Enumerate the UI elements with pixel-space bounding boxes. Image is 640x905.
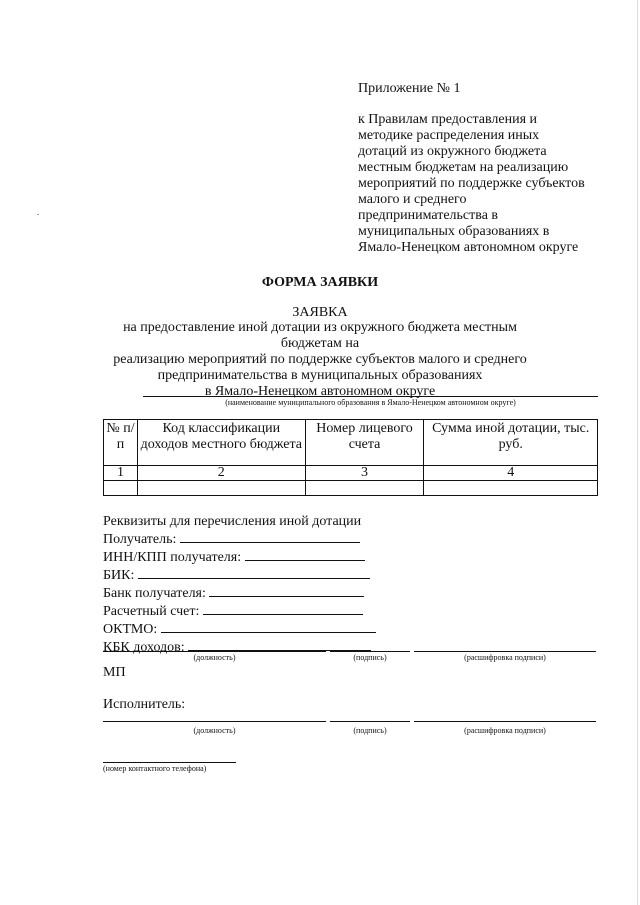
position-line[interactable]: [103, 651, 326, 652]
header-cell: Сумма иной дотации, тыс. руб.: [424, 420, 598, 466]
requisites-block: [103, 514, 376, 656]
header-cell: Код классификации доходов местного бюджета: [137, 420, 305, 466]
appendix-line: мероприятий по поддержке субъектов: [358, 176, 585, 191]
form-title: ФОРМА ЗАЯВКИ: [261, 275, 379, 290]
table-row: [104, 481, 598, 496]
bank-field[interactable]: [209, 584, 364, 597]
decoding-caption: (расшифровка подписи): [464, 653, 546, 662]
account-field[interactable]: [203, 602, 363, 615]
decoding-caption: (расшифровка подписи): [464, 726, 546, 735]
executor-decoding-line[interactable]: [414, 721, 596, 722]
position-caption: (должность): [193, 726, 236, 735]
subtitle-line: в Ямало-Ненецком автономном округе: [204, 384, 436, 399]
oktmo-field[interactable]: [161, 620, 376, 633]
municipality-caption: (наименование муниципального образования в Ямало-Ненецком автономном округе): [225, 398, 516, 407]
decoding-line[interactable]: [414, 651, 596, 652]
requisite-label: КБК доходов:: [103, 640, 185, 655]
appendix-line: Ямало-Ненецком автономном округе: [358, 240, 579, 255]
table-cell[interactable]: [305, 481, 424, 496]
column-number: 2: [137, 466, 305, 481]
bik-field[interactable]: [138, 566, 370, 579]
zayavka-heading: ЗАЯВКА: [292, 305, 348, 320]
requisite-label: ОКТМО:: [103, 622, 158, 637]
appendix-line: к Правилам предоставления и: [358, 112, 538, 127]
requisite-inn: [103, 548, 376, 566]
phone-caption: (номер контактного телефона): [103, 764, 207, 773]
header-cell: № п/п: [104, 420, 138, 466]
requisite-bank: [103, 584, 376, 602]
phone-line[interactable]: [103, 762, 236, 763]
appendix-line: муниципальных образованиях в: [358, 224, 550, 239]
signature-caption: (подпись): [353, 653, 387, 662]
executor-label: Исполнитель:: [103, 697, 186, 712]
position-caption: (должность): [193, 653, 236, 662]
inn-kpp-field[interactable]: [245, 548, 365, 561]
appendix-line: дотаций из окружного бюджета: [358, 144, 547, 159]
zayavka-subtitle: [95, 320, 545, 400]
table-header-row: [104, 420, 598, 466]
stamp-place-label: МП: [103, 665, 126, 680]
requisite-oktmo: [103, 620, 376, 638]
header-cell: Номер лицевого счета: [305, 420, 424, 466]
column-number: 3: [305, 466, 424, 481]
signature-caption: (подпись): [353, 726, 387, 735]
requisite-label: Банк получателя:: [103, 586, 206, 601]
appendix-line: местным бюджетам на реализацию: [358, 160, 569, 175]
recipient-field[interactable]: [180, 530, 360, 543]
appendix-line: малого и среднего: [358, 192, 467, 207]
column-number: 4: [424, 466, 598, 481]
kbk-field[interactable]: [188, 638, 371, 651]
table-cell[interactable]: [104, 481, 138, 496]
appendix-number: Приложение № 1: [358, 81, 461, 96]
scan-speck: [37, 214, 39, 215]
requisite-recipient: [103, 530, 376, 548]
requisites-title: Реквизиты для перечисления иной дотации: [103, 514, 362, 529]
requisite-label: БИК:: [103, 568, 135, 583]
table-number-row: [104, 466, 598, 481]
table-cell[interactable]: [424, 481, 598, 496]
executor-position-line[interactable]: [103, 721, 326, 722]
requisite-label: Получатель:: [103, 532, 177, 547]
appendix-block: [358, 81, 618, 256]
municipality-field[interactable]: [143, 396, 598, 397]
signature-line[interactable]: [330, 651, 410, 652]
requisite-label: ИНН/КПП получателя:: [103, 550, 242, 565]
appendix-line: методике распределения иных: [358, 128, 540, 143]
dotation-table: [103, 419, 598, 496]
table-cell[interactable]: [137, 481, 305, 496]
appendix-line: предпринимательства в: [358, 208, 499, 223]
subtitle-line: на предоставление иной дотации из окружного бюджета местным бюджетам на: [123, 320, 517, 351]
column-number: 1: [104, 466, 138, 481]
subtitle-line: предпринимательства в муниципальных образованиях: [157, 368, 483, 383]
requisite-label: Расчетный счет:: [103, 604, 200, 619]
requisite-bik: [103, 566, 376, 584]
subtitle-line: реализацию мероприятий по поддержке субъектов малого и среднего: [113, 352, 527, 367]
executor-signature-line[interactable]: [330, 721, 410, 722]
page-edge: [637, 0, 638, 905]
requisite-account: [103, 602, 376, 620]
